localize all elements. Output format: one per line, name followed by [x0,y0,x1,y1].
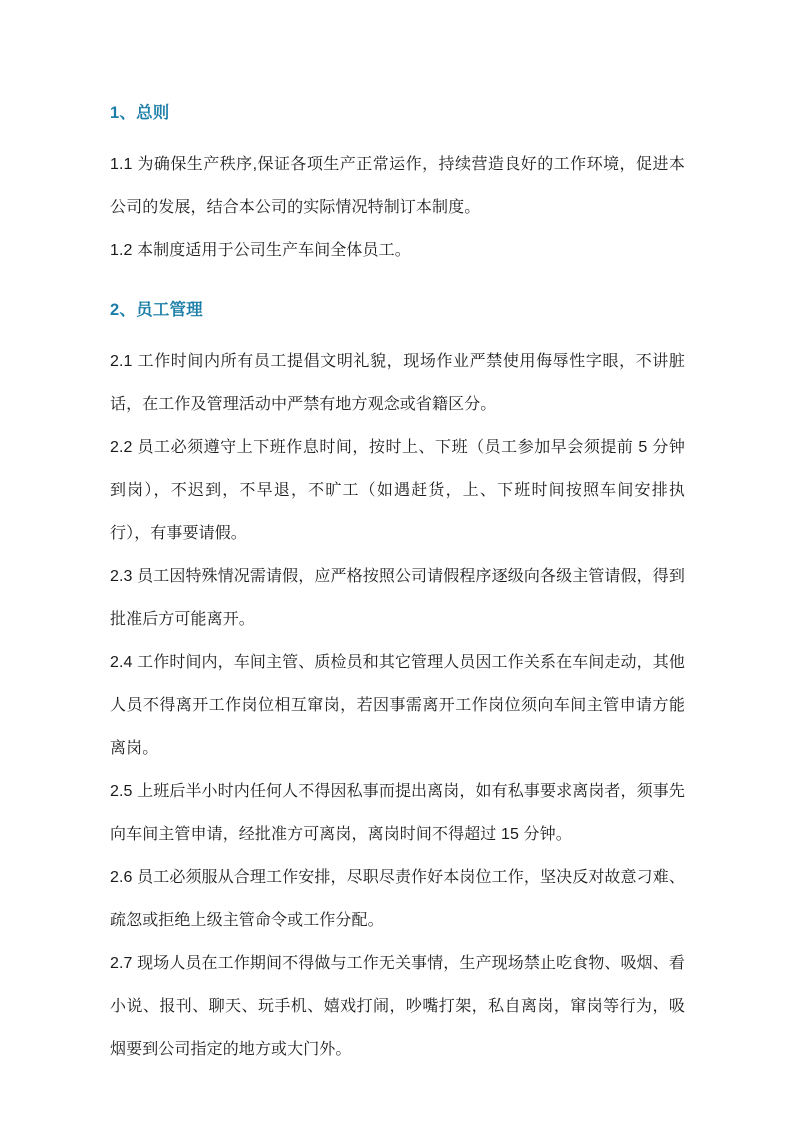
clause-2-7: 2.7 现场人员在工作期间不得做与工作无关事情，生产现场禁止吃食物、吸烟、看小说、报刊、聊天、玩手机、嬉戏打闹，吵嘴打架，私自离岗，窜岗等行为，吸烟要到公司指定的地方或大门外。 [110,955,685,1058]
clause-2-6: 2.6 员工必须服从合理工作安排，尽职尽责作好本岗位工作，坚决反对故意刁难、疏忽或拒绝上级主管命令或工作分配。 [110,869,685,929]
clause-2-5: 2.5 上班后半小时内任何人不得因私事而提出离岗，如有私事要求离岗者，须事先向车间主管申请，经批准方可离岗，离岗时间不得超过 15 分钟。 [110,783,685,843]
section-employee-management [110,297,685,1071]
clause-1-2: 1.2 本制度适用于公司生产车间全体员工。 [110,242,411,259]
document-body [110,100,685,1071]
clause-2-3: 2.3 员工因特殊情况需请假，应严格按照公司请假程序逐级向各级主管请假，得到批准后方可能离开。 [110,568,685,628]
section-general-rules [110,100,685,272]
section-heading-general-rules: 1、总则 [110,104,170,122]
clause-2-2: 2.2 员工必须遵守上下班作息时间，按时上、下班（员工参加早会须提前 5 分钟到岗），不迟到，不早退，不旷工（如遇赶货，上、下班时间按照车间安排执行），有事要请假。 [110,439,685,542]
section-heading-employee-management: 2、员工管理 [110,301,203,319]
clause-2-1: 2.1 工作时间内所有员工提倡文明礼貌，现场作业严禁使用侮辱性字眼，不讲脏话，在工作及管理活动中严禁有地方观念或省籍区分。 [110,353,685,413]
clause-1-1: 1.1 为确保生产秩序,保证各项生产正常运作，持续营造良好的工作环境，促进本公司的发展，结合本公司的实际情况特制订本制度。 [110,156,685,216]
clause-2-4: 2.4 工作时间内，车间主管、质检员和其它管理人员因工作关系在车间走动，其他人员不得离开工作岗位相互窜岗，若因事需离开工作岗位须向车间主管申请方能离岗。 [110,654,685,757]
